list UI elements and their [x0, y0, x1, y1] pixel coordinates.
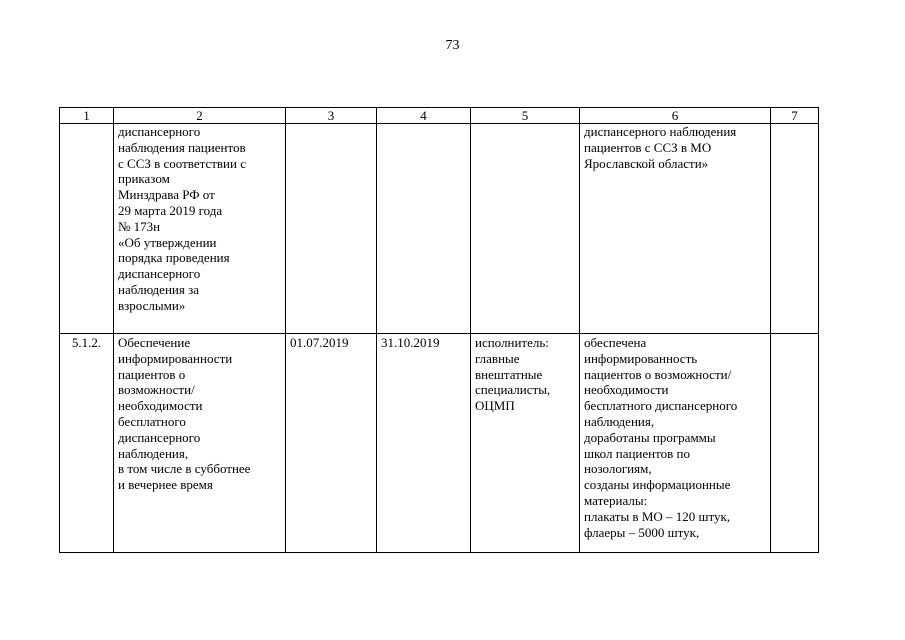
text-line: диспансерного наблюдения	[584, 124, 737, 139]
table-row	[60, 334, 819, 553]
start-date-cell: 01.07.2019	[286, 334, 377, 553]
text-line: диспансерного	[118, 266, 201, 282]
plan-table	[59, 107, 819, 553]
text-line: информированности	[118, 350, 233, 366]
result-cell	[580, 124, 771, 334]
item-number-cell	[60, 124, 114, 334]
column-number-2: 2	[114, 108, 286, 124]
text-line: Ярославской области»	[584, 155, 709, 171]
text-line: материалы:	[584, 492, 648, 508]
text-line: диспансерного	[118, 429, 201, 445]
text-line: информированность	[584, 350, 698, 366]
text-line: нозологиям,	[584, 461, 652, 477]
text-line: наблюдения за	[118, 281, 199, 297]
activity-cell	[114, 124, 286, 334]
responsible-cell	[471, 334, 580, 553]
text-line: бесплатного диспансерного	[584, 398, 738, 414]
text-line: Минздрава РФ от	[118, 187, 215, 203]
text-line: наблюдения,	[584, 413, 655, 429]
text-line: обеспечена	[584, 335, 647, 350]
text-line: главные	[475, 350, 520, 366]
text-line: 29 марта 2019 года	[118, 202, 223, 218]
result-cell	[580, 334, 771, 553]
page-number: 73	[445, 38, 460, 53]
text-line: Обеспечение	[118, 335, 191, 350]
note-cell	[771, 334, 819, 553]
text-line: созданы информационные	[584, 477, 731, 493]
text-line: приказом	[118, 171, 170, 187]
text-line: пациентов о возможности/	[584, 366, 732, 382]
text-line: № 173н	[118, 218, 161, 234]
responsible-cell	[471, 124, 580, 334]
text-line: бесплатного	[118, 413, 186, 429]
text-line: исполнитель:	[475, 335, 549, 350]
start-date-cell	[286, 124, 377, 334]
text-line: взрослыми»	[118, 297, 186, 313]
text-line: пациентов с ССЗ в МО	[584, 139, 712, 155]
text-line: специалисты,	[475, 382, 551, 398]
text-line: флаеры – 5000 штук,	[584, 524, 700, 540]
text-line: плакаты в МО – 120 штук,	[584, 508, 731, 524]
text-line: диспансерного	[118, 124, 201, 139]
column-number-6: 6	[580, 108, 771, 124]
column-number-3: 3	[286, 108, 377, 124]
text-line: внештатные	[475, 366, 543, 382]
text-line: наблюдения,	[118, 445, 189, 461]
text-line: «Об утверждении	[118, 234, 217, 250]
text-line: необходимости	[118, 398, 203, 414]
table-row	[60, 124, 819, 334]
column-number-5: 5	[471, 108, 580, 124]
text-line: наблюдения пациентов	[118, 139, 246, 155]
column-number-7: 7	[771, 108, 819, 124]
column-number-4: 4	[377, 108, 471, 124]
activity-cell	[114, 334, 286, 553]
text-line: доработаны программы	[584, 429, 716, 445]
text-line: ОЦМП	[475, 398, 515, 414]
end-date-cell	[377, 124, 471, 334]
text-line: порядка проведения	[118, 250, 230, 266]
text-line: необходимости	[584, 382, 669, 398]
note-cell	[771, 124, 819, 334]
text-line: пациентов о	[118, 366, 186, 382]
column-number-row	[60, 108, 819, 124]
text-line: и вечернее время	[118, 477, 213, 493]
text-line: с ССЗ в соответствии с	[118, 155, 246, 171]
text-line: в том числе в субботнее	[118, 461, 251, 477]
text-line: школ пациентов по	[584, 445, 690, 461]
end-date-cell: 31.10.2019	[377, 334, 471, 553]
text-line: возможности/	[118, 382, 195, 398]
column-number-1: 1	[60, 108, 114, 124]
item-number-cell: 5.1.2.	[60, 334, 114, 553]
